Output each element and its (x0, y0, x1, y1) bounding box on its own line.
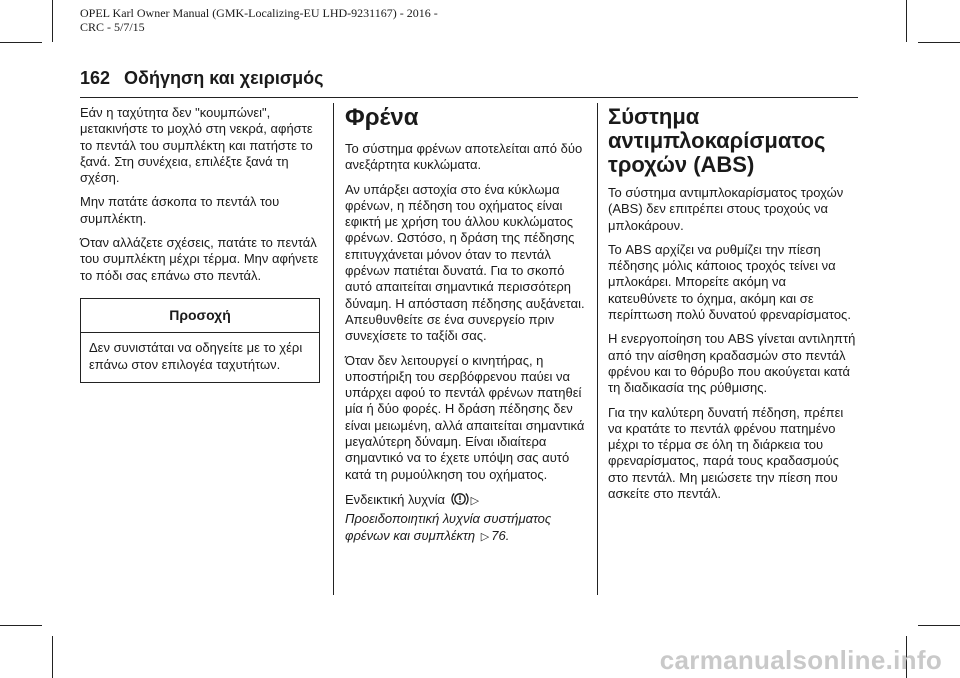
paragraph: Όταν δεν λειτουργεί ο κινητήρας, η υποστήριξη του σερβόφρενου παύει να υπάρχει αφού το πεντάλ φρένων πατηθεί μία ή δύο φορές. Η δράση πέδησης δεν είναι μειωμένη, αλλά απαιτείται σημαντικά μεγαλύτερη δύναμη. Είναι ιδιαίτερα σημαντικό να το έχετε υπόψη σας αυτό κατά τη ρυμούλκηση του οχήματος. (345, 352, 585, 482)
watermark: carmanualsonline.info (659, 645, 942, 675)
paragraph: Όταν αλλάζετε σχέσεις, πατάτε το πεντάλ του συμπλέκτη μέχρι τέρμα. Μην αφήνετε το πόδι σας επάνω στο πεντάλ. (80, 235, 319, 283)
header-line-1: OPEL Karl Owner Manual (GMK-Localizing-EU LHD-9231167) - 2016 - (80, 6, 438, 20)
paragraph: Για την καλύτερη δυνατή πέδηση, πρέπει να κρατάτε το πεντάλ φρένου πατημένο μέχρι το τέρμα σε όλη τη διάρκεια του φρεναρίσματος, παρά τους κραδασμούς στο πεντάλ. Μη μειώσετε την πίεση που ασκείτε στο πεντάλ. (608, 404, 844, 502)
caution-body: Δεν συνιστάται να οδηγείτε με το χέρι επάνω στον επιλογέα ταχυτήτων. (89, 340, 303, 372)
page-reference-arrow-icon: ▷ (470, 494, 480, 507)
indicator-label: Ενδεικτική λυχνία (345, 491, 445, 507)
section-heading-brakes: Φρένα (345, 104, 419, 131)
document-header (80, 6, 438, 34)
column-middle (345, 105, 585, 553)
crop-mark (918, 625, 960, 626)
paragraph: Αν υπάρξει αστοχία στο ένα κύκλωμα φρένων, η πέδηση του οχήματος είναι εφικτή με χρήση του άλλου κυκλώματος φρένων. Ωστόσο, η δράση της πέδησης επιτυγχάνεται μόνον όταν το πεντάλ φρένων πατιέται δυνατά. Για το σκοπό αυτό απαιτείται σημαντικά περισσότερη δύναμη. Η απόσταση πέδησης αυξάνεται. Απευθυνθείτε σε ένα συνεργείο πριν συνεχίσετε το ταξίδι σας. (345, 181, 585, 344)
column-left (80, 105, 320, 383)
indicator-reference-link[interactable]: Προειδοποιητική λυχνία συστήματος φρένων και συμπλέκτη (345, 511, 552, 543)
crop-mark (0, 42, 42, 43)
header-rule (80, 97, 858, 98)
page-heading (80, 68, 324, 89)
paragraph: Εάν η ταχύτητα δεν "κουμπώνει", μετακινήστε το μοχλό στη νεκρά, αφήστε το πεντάλ του συμπλέκτη και πατήστε το ξανά. Στη συνέχεια, επιλέξτε ξανά τη σχέση. (80, 105, 313, 186)
column-divider (333, 103, 334, 595)
crop-mark (0, 625, 42, 626)
crop-mark (918, 42, 960, 43)
indicator-line (345, 491, 585, 545)
column-right (608, 105, 858, 510)
paragraph: Η ενεργοποίηση του ABS γίνεται αντιληπτή από την αίσθηση κραδασμών στο πεντάλ φρένου και το θόρυβο που ακούγεται κατά τη διαδικασία της ρύθμισης. (608, 331, 856, 396)
caution-box (80, 298, 320, 383)
crop-mark (52, 636, 53, 678)
crop-mark (52, 0, 53, 42)
page-title: Οδήγηση και χειρισμός (124, 68, 324, 88)
column-divider (597, 103, 598, 595)
caution-title: Προσοχή (81, 299, 319, 333)
paragraph: Το ABS αρχίζει να ρυθμίζει την πίεση πέδησης μόλις κάποιος τροχός τείνει να μπλοκάρει. Μπορείτε ακόμη να κατευθύνετε το όχημα, ακόμη και σε περίπτωση πολύ δυνατού φρεναρίσματος. (608, 241, 851, 323)
paragraph: Το σύστημα φρένων αποτελείται από δύο ανεξάρτητα κυκλώματα. (345, 141, 583, 173)
indicator-reference-page[interactable]: 76. (491, 527, 510, 543)
paragraph: Μην πατάτε άσκοπα το πεντάλ του συμπλέκτη. (80, 194, 280, 226)
page-reference-arrow-icon: ▷ (480, 530, 490, 543)
page-number: 162 (80, 68, 111, 88)
crop-mark (906, 0, 907, 42)
section-heading-abs: Σύστημα αντιμπλοκαρίσματος τροχών (ABS) (608, 104, 826, 177)
brake-warning-icon (451, 491, 469, 511)
paragraph: Το σύστημα αντιμπλοκαρίσματος τροχών (ABS) δεν επιτρέπει στους τροχούς να μπλοκάρουν. (608, 185, 844, 233)
header-line-2: CRC - 5/7/15 (80, 20, 145, 34)
